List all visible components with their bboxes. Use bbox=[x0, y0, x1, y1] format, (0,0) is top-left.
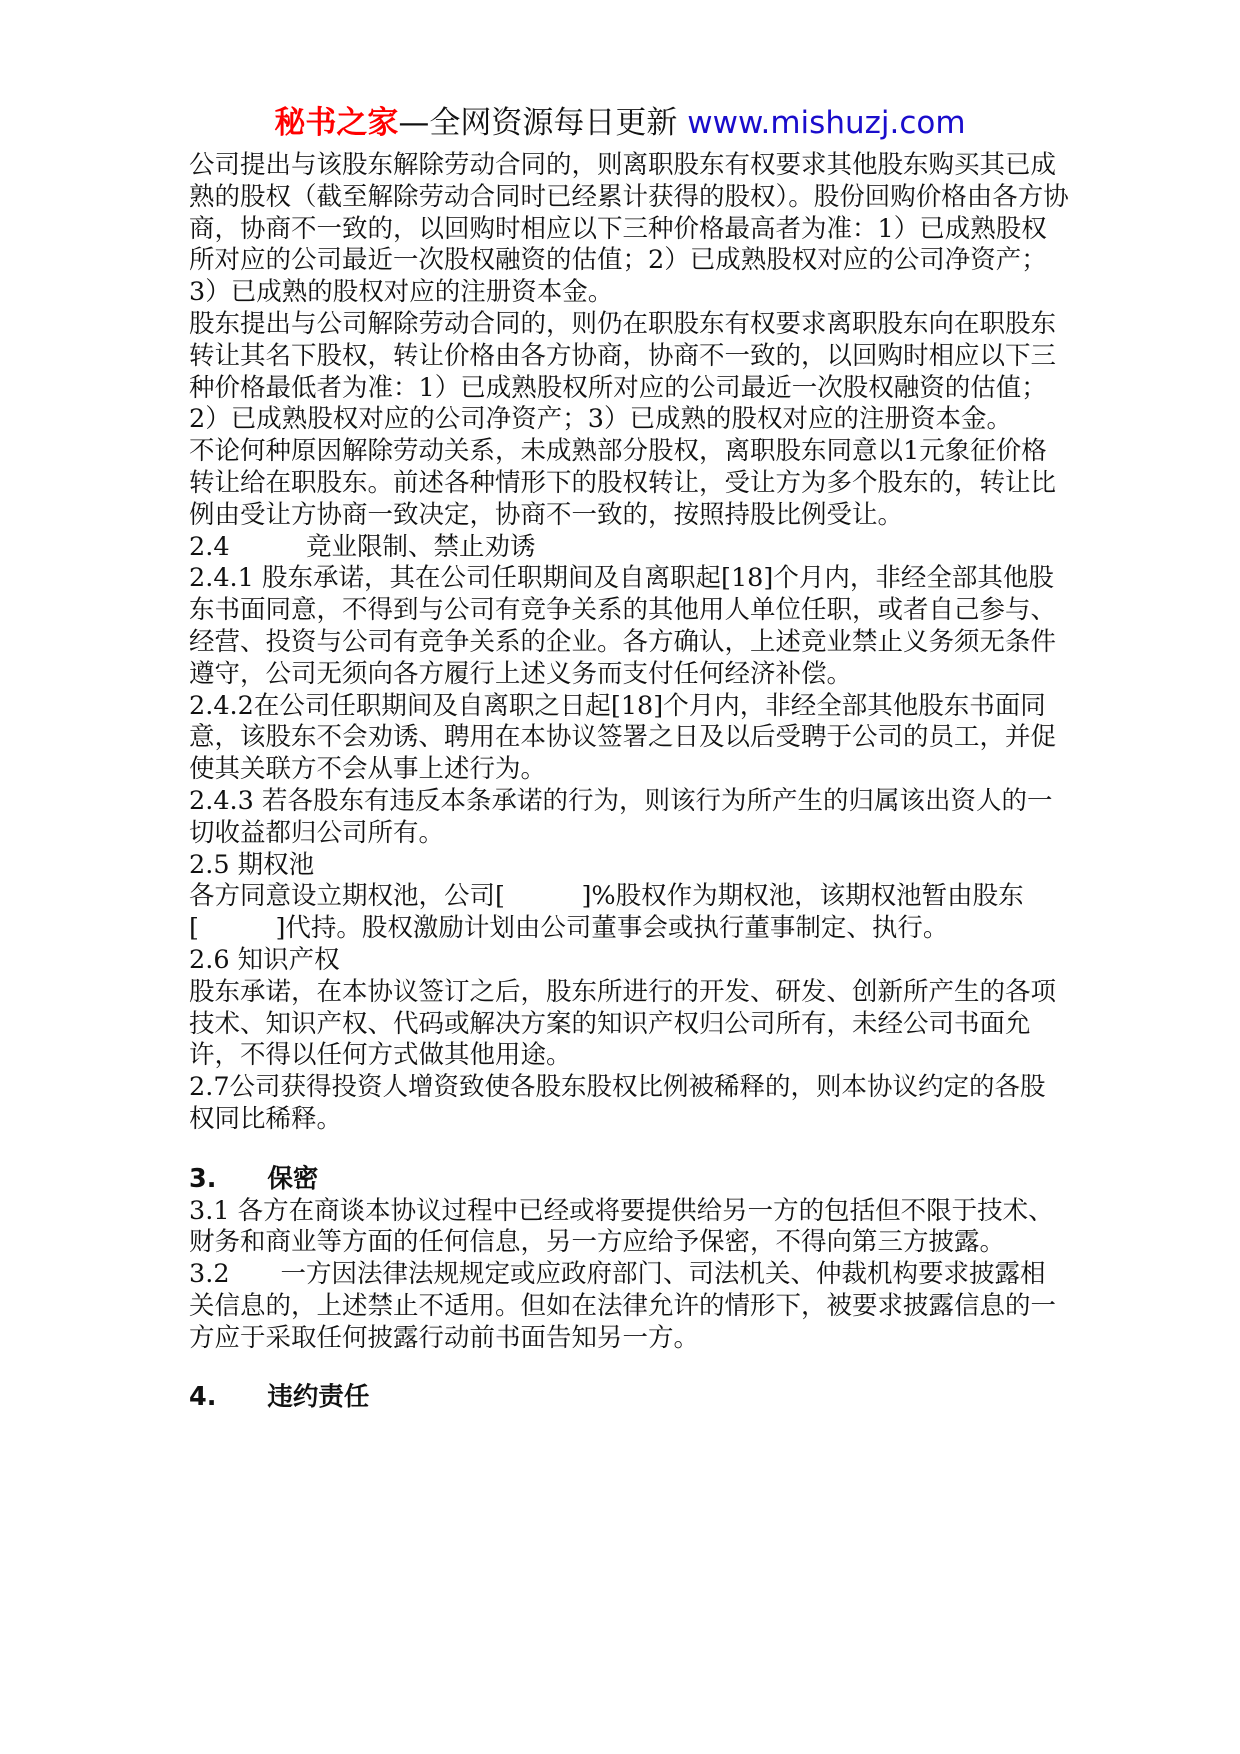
brand-name: 秘书之家 bbox=[274, 105, 399, 141]
clause-3-1: 3.1 各方在商谈本协议过程中已经或将要提供给另一方的包括但不限于技术、财务和商业等方面的任何信息，另一方应给予保密，不得向第三方披露。 bbox=[189, 1195, 1054, 1258]
banner-slogan: —全网资源每日更新 bbox=[398, 105, 678, 141]
paragraph-departure-by-company: 公司提出与该股东解除劳动合同的，则离职股东有权要求其他股东购买其已成熟的股权（截至解除劳动合同时已经累计获得的股权）。股份回购价格由各方协商，协商不一致的，以回购时相应以下三种价格最高者为准：1）已成熟股权所对应的公司最近一次股权融资的估值；2）已成熟股权对应的公司净资产；3）已成熟的股权对应的注册资本金。 bbox=[189, 150, 1069, 308]
clause-2-5-body: 各方同意设立期权池，公司[ ]%股权作为期权池，该期权池暂由股东[ ]代持。股权激励计划由公司董事会或执行董事制定、执行。 bbox=[189, 881, 1024, 944]
clause-2-6-body: 股东承诺，在本协议签订之后，股东所进行的开发、研发、创新所产生的各项技术、知识产权、代码或解决方案的知识产权归公司所有，未经公司书面允许，不得以任何方式做其他用途。 bbox=[189, 976, 1057, 1071]
clause-2-6-heading: 2.6 知识产权 bbox=[189, 944, 340, 975]
clause-2-5-heading: 2.5 期权池 bbox=[189, 849, 315, 880]
section-3-heading: 3. 保密 bbox=[189, 1163, 319, 1194]
clause-2-4-heading: 2.4 竞业限制、禁止劝诱 bbox=[189, 531, 536, 562]
site-url-link[interactable]: www.mishuzj.com bbox=[687, 105, 966, 141]
clause-2-4-2: 2.4.2在公司任职期间及自离职之日起[18]个月内，非经全部其他股东书面同意，该股东不会劝诱、聘用在本协议签署之日及以后受聘于公司的员工，并促使其关联方不会从事上述行为。 bbox=[189, 690, 1057, 785]
document-body bbox=[189, 150, 1069, 1414]
clause-3-2: 3.2 一方因法律法规规定或应政府部门、司法机关、仲裁机构要求披露相关信息的，上述禁止不适用。但如在法律允许的情形下，被要求披露信息的一方应于采取任何披露行动前书面告知另一方。 bbox=[189, 1259, 1057, 1353]
clause-2-7: 2.7公司获得投资人增资致使各股东股权比例被稀释的，则本协议约定的各股权同比稀释。 bbox=[189, 1072, 1046, 1134]
paragraph-departure-by-shareholder: 股东提出与公司解除劳动合同的，则仍在职股东有权要求离职股东向在职股东转让其名下股权，转让价格由各方协商，协商不一致的，以回购时相应以下三种价格最低者为准：1）已成熟股权所对应的公司最近一次股权融资的估值；2）已成熟股权对应的公司净资产；3）已成熟的股权对应的注册资本金。 bbox=[189, 308, 1057, 435]
section-4-heading: 4. 违约责任 bbox=[189, 1382, 370, 1413]
site-banner bbox=[0, 103, 1240, 143]
paragraph-unvested-equity: 不论何种原因解除劳动关系，未成熟部分股权，离职股东同意以1元象征价格转让给在职股东。前述各种情形下的股权转让，受让方为多个股东的，转让比例由受让方协商一致决定，协商不一致的，按照持股比例受让。 bbox=[189, 436, 1057, 530]
clause-2-4-1: 2.4.1 股东承诺，其在公司任职期间及自离职起[18]个月内，非经全部其他股东书面同意，不得到与公司有竞争关系的其他用人单位任职，或者自己参与、经营、投资与公司有竞争关系的企业。各方确认，上述竞业禁止义务须无条件遵守，公司无须向各方履行上述义务而支付任何经济补偿。 bbox=[189, 563, 1057, 689]
clause-2-4-3: 2.4.3 若各股东有违反本条承诺的行为，则该行为所产生的归属该出资人的一切收益都归公司所有。 bbox=[189, 785, 1053, 848]
